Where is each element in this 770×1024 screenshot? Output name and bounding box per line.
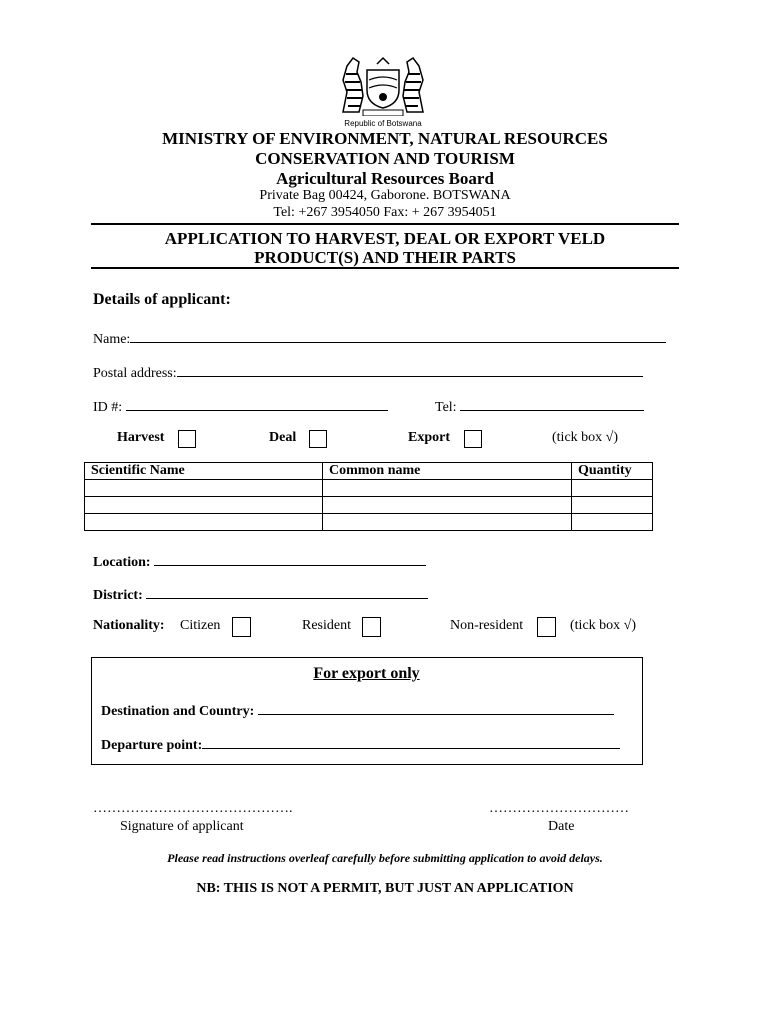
citizen-label: Citizen [180,618,221,633]
table-cell[interactable] [85,514,323,531]
destination-label: Destination and Country: [101,704,255,719]
id-field[interactable] [126,396,388,411]
resident-label: Resident [302,618,351,633]
district-field[interactable] [146,584,428,599]
table-cell[interactable] [85,480,323,497]
deal-checkbox[interactable] [309,430,327,448]
table-cell[interactable] [323,497,572,514]
table-cell[interactable] [323,480,572,497]
table-cell[interactable] [323,514,572,531]
name-label: Name: [93,332,131,347]
date-label: Date [548,819,575,834]
nationality-tick-note: (tick box √) [570,618,637,633]
non-resident-label: Non-resident [450,618,524,633]
postal-row [93,362,643,382]
table-cell[interactable] [572,497,653,514]
departure-row [101,734,620,754]
ministry-line-1: MINISTRY OF ENVIRONMENT, NATURAL RESOURCES [162,129,608,148]
table-row [85,514,653,531]
date-line[interactable]: ………………………… [489,801,629,816]
applicant-heading: Details of applicant: [93,291,231,308]
postal-label: Postal address: [93,366,177,381]
district-row [93,584,428,604]
board-contact: Tel: +267 3954050 Fax: + 267 3954051 [273,205,497,220]
table-row [85,480,653,497]
location-row [93,551,426,571]
harvest-label: Harvest [117,430,165,445]
col-quantity: Quantity [572,463,653,480]
export-checkbox[interactable] [464,430,482,448]
board-name: Agricultural Resources Board [276,169,494,188]
departure-field[interactable] [202,734,620,749]
form-title-line-1: APPLICATION TO HARVEST, DEAL OR EXPORT VELD [164,229,606,248]
table-cell[interactable] [572,480,653,497]
postal-field[interactable] [177,362,643,377]
table-cell[interactable] [572,514,653,531]
col-common-name: Common name [323,463,572,480]
destination-row [101,700,614,720]
instructions-note: Please read instructions overleaf carefully before submitting application to avoid delays. [167,851,603,865]
citizen-checkbox[interactable] [232,617,251,637]
tel-row [435,396,644,416]
location-field[interactable] [154,551,426,566]
export-title: For export only [313,665,420,682]
title-rule-top [91,223,679,225]
col-scientific-name: Scientific Name [85,463,323,480]
non-resident-checkbox[interactable] [537,617,556,637]
activity-tick-note: (tick box √) [552,430,619,445]
departure-label: Departure point: [101,738,203,753]
tel-field[interactable] [460,396,644,411]
table-header-row [85,463,653,480]
resident-checkbox[interactable] [362,617,381,637]
id-label: ID #: [93,400,123,415]
signature-label: Signature of applicant [120,819,244,834]
export-section [91,657,643,765]
name-field[interactable] [130,328,666,343]
board-address: Private Bag 00424, Gaborone. BOTSWANA [259,188,511,203]
id-row [93,396,388,416]
form-title-line-2: PRODUCT(S) AND THEIR PARTS [254,248,516,267]
tel-label: Tel: [435,400,457,415]
nb-note: NB: THIS IS NOT A PERMIT, BUT JUST AN APPLICATION [196,881,574,896]
crest-caption: Republic of Botswana [344,119,422,128]
table-cell[interactable] [85,497,323,514]
nationality-label: Nationality: [93,618,165,633]
table-row [85,497,653,514]
district-label: District: [93,588,143,603]
coat-of-arms [333,52,433,126]
export-label: Export [408,430,450,445]
coat-of-arms-icon [333,52,433,116]
ministry-line-2: CONSERVATION AND TOURISM [255,149,515,168]
title-rule-bottom [91,267,679,269]
name-row [93,328,666,348]
harvest-checkbox[interactable] [178,430,196,448]
location-label: Location: [93,555,151,570]
signature-line[interactable]: ……………………………………. [93,801,293,816]
species-table [84,462,653,531]
deal-label: Deal [269,430,297,445]
destination-field[interactable] [258,700,614,715]
